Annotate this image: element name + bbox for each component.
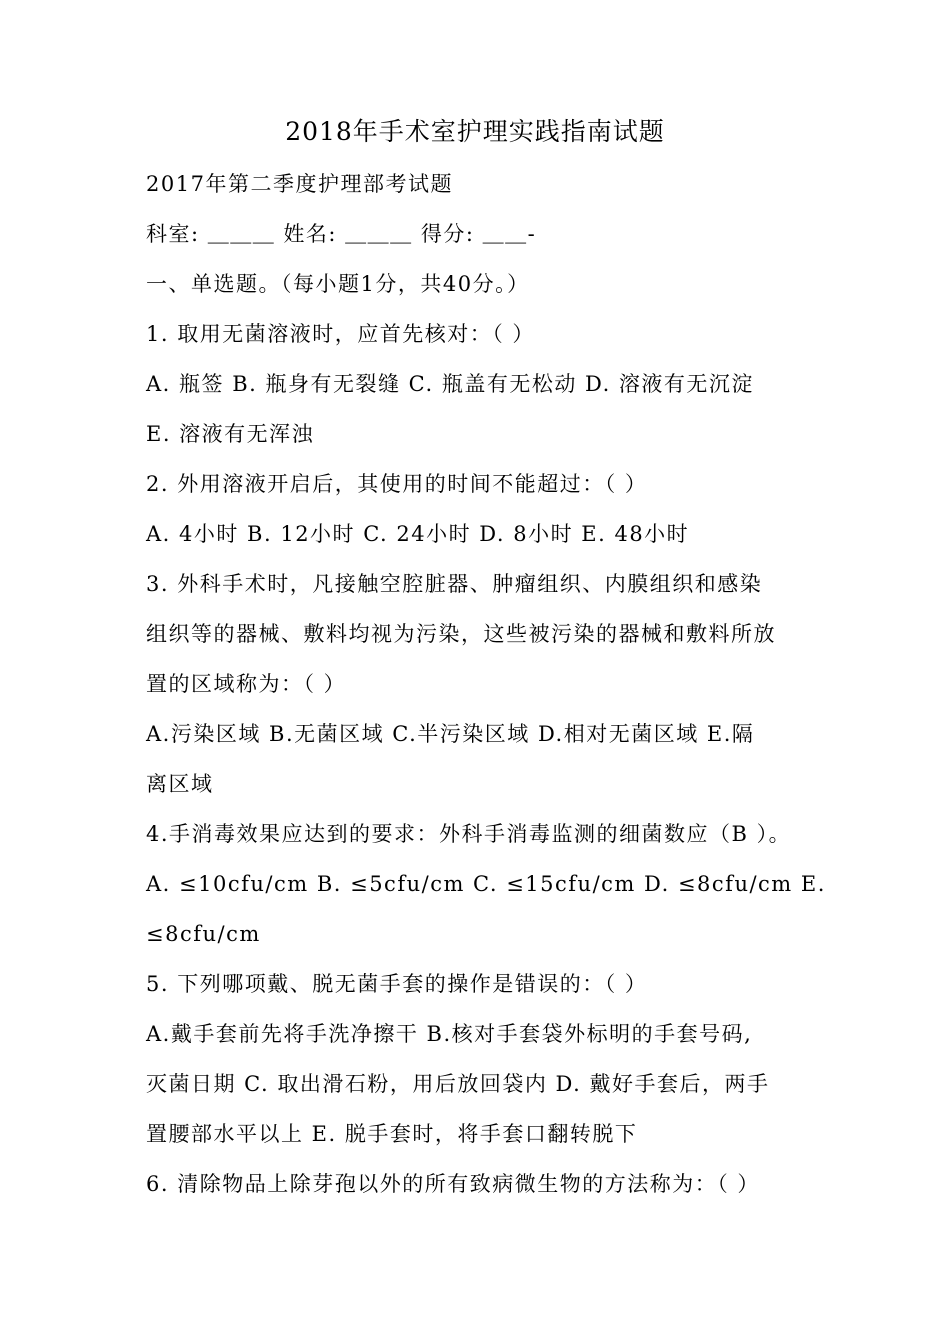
- question-3-options-cont: 离区域: [146, 772, 214, 796]
- document-title: 2018年手术室护理实践指南试题: [285, 117, 665, 146]
- question-3-options: A.污染区域 B.无菌区域 C.半污染区域 D.相对无菌区域 E.隔: [146, 722, 755, 746]
- question-5: 5. 下列哪项戴、脱无菌手套的操作是错误的：（ ）: [146, 972, 648, 996]
- question-1-options-cont: E. 溶液有无浑浊: [146, 422, 315, 446]
- question-4-options-cont: ≤8cfu/cm: [146, 922, 261, 946]
- question-4-options: A. ≤10cfu/cm B. ≤5cfu/cm C. ≤15cfu/cm D. ≤8cfu/cm E.: [146, 872, 826, 896]
- info-line: 科室: ＿＿＿ 姓名: ＿＿＿ 得分: ＿＿-: [146, 222, 537, 246]
- question-5-options: A.戴手套前先将手洗净擦干 B.核对手套袋外标明的手套号码,: [146, 1022, 753, 1046]
- question-2: 2. 外用溶液开启后，其使用的时间不能超过：（ ）: [146, 472, 648, 496]
- question-5-options-cont-1: 灭菌日期 C. 取出滑石粉，用后放回袋内 D. 戴好手套后，两手: [146, 1072, 770, 1096]
- question-5-options-cont-2: 置腰部水平以上 E. 脱手套时，将手套口翻转脱下: [146, 1122, 638, 1146]
- section-heading: 一、单选题。（每小题1分，共40分。）: [146, 272, 530, 296]
- question-3-cont-2: 置的区域称为：（ ）: [146, 672, 347, 696]
- question-1: 1. 取用无菌溶液时，应首先核对：（ ）: [146, 322, 535, 346]
- question-1-options: A. 瓶签 B. 瓶身有无裂缝 C. 瓶盖有无松动 D. 溶液有无沉淀: [146, 372, 754, 396]
- exam-subtitle: 2017年第二季度护理部考试题: [146, 172, 453, 196]
- question-2-options: A. 4小时 B. 12小时 C. 24小时 D. 8小时 E. 48小时: [146, 522, 690, 546]
- question-6: 6. 清除物品上除芽孢以外的所有致病微生物的方法称为：（ ）: [146, 1172, 760, 1196]
- question-3: 3. 外科手术时，凡接触空腔脏器、肿瘤组织、内膜组织和感染: [146, 572, 763, 596]
- question-4: 4.手消毒效果应达到的要求：外科手消毒监测的细菌数应（B ）。: [146, 822, 792, 846]
- question-3-cont-1: 组织等的器械、敷料均视为污染，这些被污染的器械和敷料所放: [146, 622, 776, 646]
